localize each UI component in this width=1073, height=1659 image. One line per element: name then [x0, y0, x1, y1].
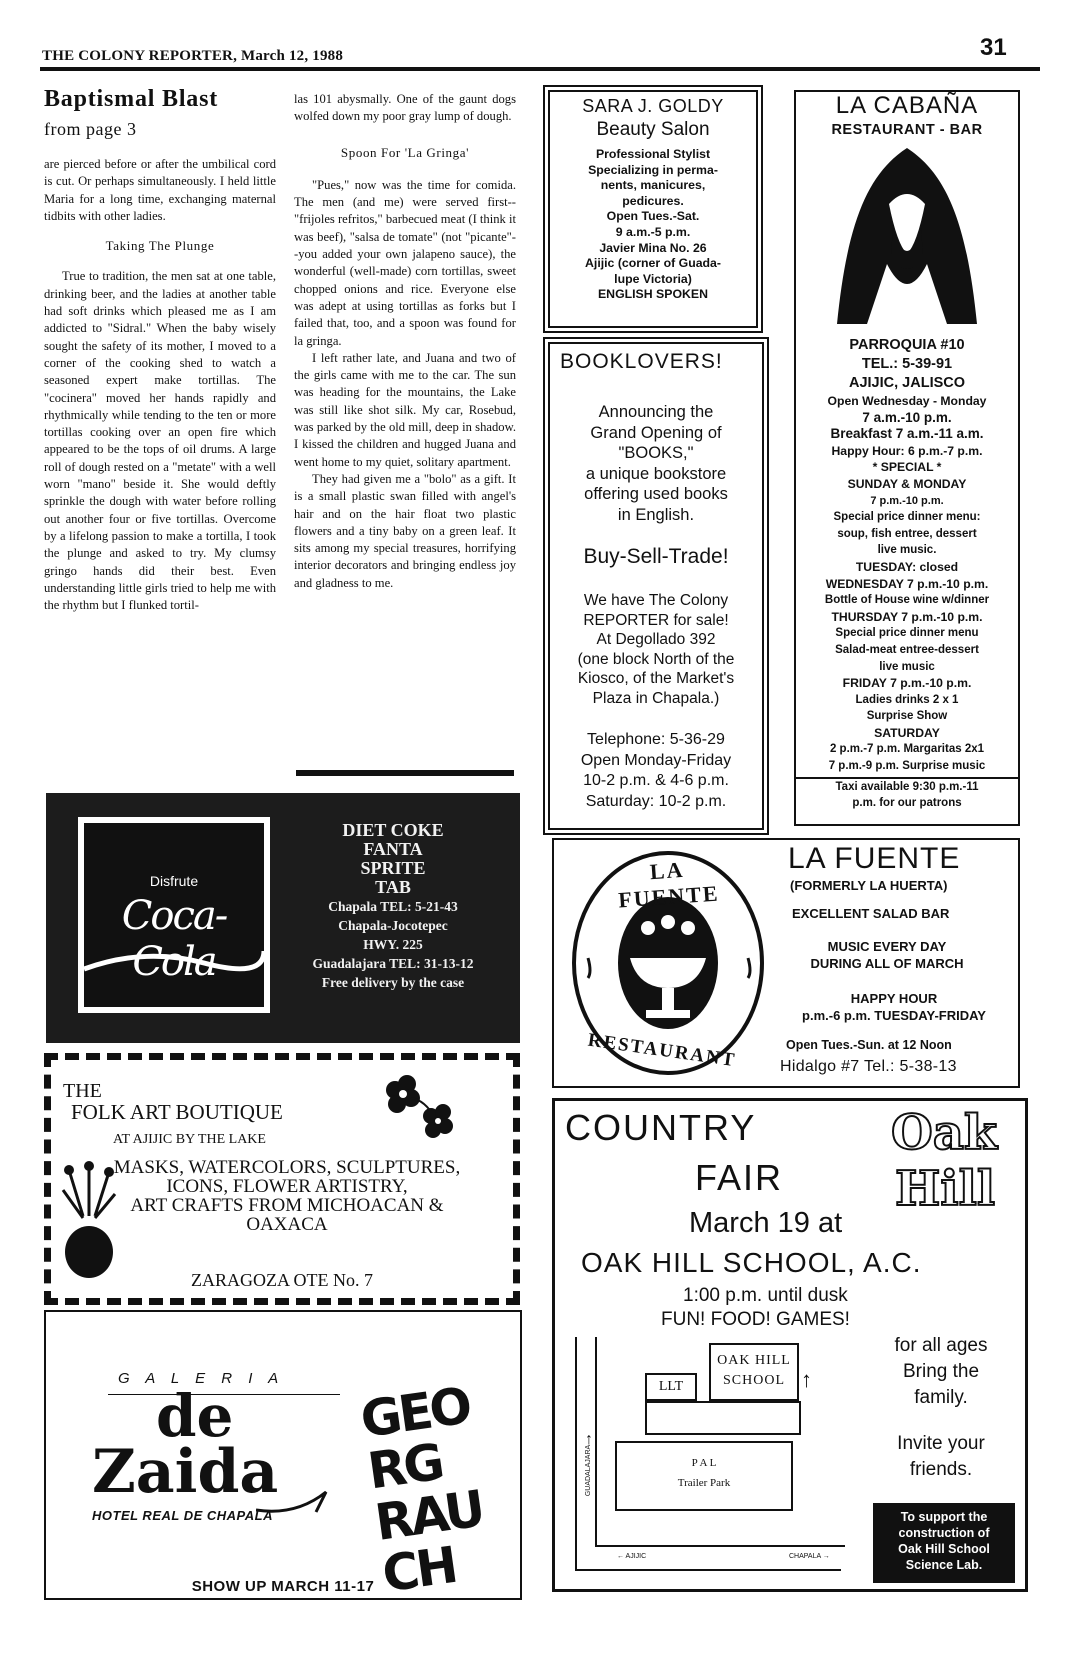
fuente-line: p.m.-6 p.m. TUESDAY-FRIDAY	[802, 1008, 986, 1023]
support-line: construction of	[898, 1526, 990, 1540]
fair-country: COUNTRY	[565, 1107, 757, 1148]
folk-art-products	[87, 1158, 487, 1234]
salon-line: nents, manicures,	[600, 178, 706, 193]
galeria-zaida: Zaida	[92, 1437, 279, 1507]
books-intro	[550, 402, 762, 525]
la-fuente-ad	[552, 838, 1020, 1088]
article-column-2	[294, 91, 516, 592]
map-lot	[645, 1401, 801, 1435]
books-line: Announcing the	[598, 403, 714, 421]
coca-cola-logo-frame	[78, 817, 270, 1013]
fuente-open: Open Tues.-Sun. at 12 Noon	[786, 1038, 952, 1052]
cabana-line: Open Wednesday - Monday	[827, 394, 987, 408]
galeria-de: de	[156, 1382, 234, 1450]
subhead: Spoon For 'La Gringa'	[340, 144, 470, 160]
map-arrow-up-icon: ↑	[585, 1431, 593, 1448]
fair-right-line: Invite your	[897, 1433, 985, 1454]
contact-line: Chapala-Jocotepec	[338, 918, 448, 933]
cabana-line: Special price dinner menu	[835, 627, 979, 640]
folk-art-the: THE	[63, 1080, 102, 1102]
cabana-line: 7 a.m.-10 p.m.	[862, 409, 952, 425]
map-oak-hill-school	[709, 1343, 799, 1401]
cabana-line: TEL.: 5-39-91	[861, 356, 953, 372]
fuente-music	[782, 938, 992, 972]
contact-line: HWY. 225	[363, 937, 423, 952]
cabana-line: 7 p.m.-9 p.m. Surprise music	[828, 760, 986, 773]
product-line: TAB	[375, 877, 411, 897]
fuente-formerly: (FORMERLY LA HUERTA)	[790, 878, 948, 893]
salon-details	[550, 147, 756, 303]
la-cabana-ad	[794, 90, 1020, 826]
cabana-line: 2 p.m.-7 p.m. Margaritas 2x1	[829, 743, 985, 756]
product-line: MASKS, WATERCOLORS, SCULPTURES,	[113, 1157, 461, 1178]
map-school-line: OAK HILL	[717, 1353, 791, 1368]
cabana-line: AJIJIC, JALISCO	[848, 375, 966, 391]
fair-right-text	[851, 1333, 1031, 1483]
sara-goldy-ad	[548, 90, 758, 328]
article-column-1	[44, 86, 276, 614]
fuente-salad: EXCELLENT SALAD BAR	[792, 906, 950, 921]
support-line: Oak Hill School	[898, 1542, 990, 1556]
books-info	[550, 591, 762, 708]
cabana-hut-icon	[827, 144, 987, 332]
country-fair-ad	[552, 1098, 1028, 1592]
article-jump: from page 3	[44, 119, 137, 139]
booklovers-ad	[548, 342, 764, 830]
cabana-line: Special price dinner menu:	[833, 511, 981, 524]
coca-cola-product-list	[282, 821, 504, 992]
paragraph: I left rather late, and Juana and two of the girls came with me to the car. The sun was heading for the mountains, the Lake was still like shot silk. My car, Rosebud, was parked by the old mill, deep in shadow. I kissed the children and hugged Juana and went home to my quiet, solitary apartment.	[294, 350, 516, 469]
books-line: REPORTER for sale!	[583, 611, 729, 629]
map-pal: P A L	[691, 1457, 717, 1469]
salon-line: Professional Stylist	[595, 147, 711, 161]
books-line: in English.	[617, 505, 695, 524]
fair-right-line: for all ages	[894, 1335, 988, 1356]
fair-support-box	[873, 1503, 1015, 1583]
cabana-line: p.m. for our patrons	[852, 797, 962, 810]
page-number: 31	[980, 34, 1007, 61]
coca-cola-ad	[46, 793, 520, 1043]
folk-art-ad	[44, 1053, 520, 1305]
article-title: Baptismal Blast	[44, 86, 219, 112]
map-trailer-park	[615, 1441, 793, 1511]
books-line: (one block North of the	[577, 650, 735, 668]
cabana-name: LA CABAÑA	[835, 92, 979, 119]
fair-school: OAK HILL SCHOOL, A.C.	[581, 1247, 922, 1278]
map-trailer: Trailer Park	[677, 1477, 731, 1489]
cabana-line: FRIDAY 7 p.m.-10 p.m.	[842, 676, 972, 691]
salon-line: lupe Victoria)	[614, 271, 692, 286]
salon-title: Beauty Salon	[596, 119, 710, 140]
fuente-logo-top: LA FUENTE	[617, 856, 721, 913]
map-ajijic: ← AJIJIC	[617, 1553, 647, 1560]
books-line: Kiosco, of the Market's	[577, 670, 735, 687]
fair-fair: FAIR	[695, 1157, 784, 1198]
cabana-line: 7 p.m.-10 p.m.	[870, 494, 944, 507]
cabana-line: live music	[879, 660, 935, 673]
books-line: 10-2 p.m. & 4-6 p.m.	[583, 772, 729, 789]
fuente-logo-bottom: RESTAURANT	[586, 1029, 738, 1072]
books-line: offering used books	[584, 485, 728, 503]
books-line: We have The Colony	[583, 592, 729, 609]
cabana-line: SATURDAY	[874, 725, 940, 740]
fuente-line: DURING ALL OF MARCH	[810, 956, 964, 971]
galeria-hotel: HOTEL REAL DE CHAPALA	[92, 1508, 273, 1523]
salon-line: Open Tues.-Sat.	[606, 209, 700, 224]
coca-cola-logo: Coca-Cola	[121, 893, 227, 985]
paragraph: "Pues," now was the time for comida. The men (and me) were served first--"frijoles refritos," barbecued meat (I think it was beef), "salsa de tomate" (not "picante"--you added your own jalapeno sauce), the wonderful (well-made) corn tortillas, sweet chopped onions and rice. Everyone else was adept at using tortillas as forks but I failed that, too, and a spoon was found for la gringa.	[294, 177, 516, 348]
cabana-line: Ladies drinks 2 x 1	[855, 693, 959, 706]
galeria-show: SHOW UP MARCH 11-17	[191, 1578, 375, 1595]
cabana-line: WEDNESDAY 7 p.m.-10 p.m.	[825, 576, 989, 591]
paragraph: They had given me a "bolo" as a gift. It is a small plastic swan filled with angel's hair and on the hair float two plastic flowers and a tiny baby on a green leaf. It sits among my special treasures, horrifying interior decorators and bringing endless joy and gladness to me.	[294, 471, 516, 590]
fair-date: March 19 at	[689, 1207, 843, 1239]
product-line: OAXACA	[246, 1214, 328, 1235]
salon-owner: SARA J. GOLDY	[582, 96, 724, 116]
cabana-line: SUNDAY & MONDAY	[847, 476, 967, 491]
support-line: To support the	[900, 1510, 988, 1524]
disfrute-text: Disfrute	[149, 873, 199, 889]
fair-fun: FUN! FOOD! GAMES!	[661, 1309, 850, 1330]
map-arrow-up-icon: ↑	[801, 1367, 812, 1392]
map-road	[595, 1545, 845, 1547]
cabana-line: Surprise Show	[866, 710, 948, 723]
contact-line: Guadalajara TEL: 31-13-12	[312, 956, 474, 971]
running-header: THE COLONY REPORTER, March 12, 1988	[42, 48, 344, 64]
books-line: "BOOKS,"	[618, 444, 694, 462]
books-line: Plaza in Chapala.)	[592, 689, 720, 707]
paragraph: las 101 abysmally. One of the gaunt dogs wolfed down my poor gray lump of dough.	[294, 92, 516, 124]
product-line: SPRITE	[360, 858, 426, 878]
subhead: Taking The Plunge	[105, 238, 215, 254]
books-headline: BOOKLOVERS!	[560, 350, 723, 373]
books-buy-sell-trade: Buy-Sell-Trade!	[583, 545, 729, 568]
map-llt: LLT	[645, 1373, 697, 1401]
cabana-line: Taxi available 9:30 p.m.-11	[796, 777, 1018, 796]
map-guadalajara: GUADALAJARA	[585, 1444, 593, 1497]
fair-map	[575, 1337, 841, 1571]
cabana-line: Salad-meat entree-dessert	[835, 643, 979, 656]
cabana-line: Bottle of House wine w/dinner	[824, 594, 990, 607]
header-rule	[40, 67, 1040, 71]
product-line: ART CRAFTS FROM MICHOACAN &	[130, 1195, 444, 1216]
map-road	[595, 1337, 597, 1547]
folk-art-name: FOLK ART BOUTIQUE	[71, 1100, 283, 1124]
paragraph: are pierced before or after the umbilical cord is cut. Or perhaps simultaneously. I held little Maria for a long time, exchanging maternal tidbits with other ladies.	[44, 157, 276, 223]
product-line: FANTA	[363, 839, 423, 859]
cabana-line: soup, fish entree, dessert	[837, 527, 977, 540]
fair-time: 1:00 p.m. until dusk	[683, 1285, 848, 1306]
map-chapala: CHAPALA →	[789, 1553, 830, 1560]
folk-art-address: ZARAGOZA OTE No. 7	[191, 1270, 373, 1290]
contact-line: Free delivery by the case	[321, 975, 465, 990]
galeria-label: G A L E R I A	[118, 1370, 285, 1387]
cabana-line: live music.	[877, 544, 937, 557]
contact-line: Chapala TEL: 5-21-43	[328, 899, 458, 914]
books-line: Open Monday-Friday	[580, 751, 732, 769]
cabana-line: THURSDAY 7 p.m.-10 p.m.	[831, 609, 983, 624]
fair-oak-logo: Oak	[891, 1105, 998, 1161]
fuente-happy	[776, 990, 1012, 1024]
cabana-line: Breakfast 7 a.m.-11 a.m.	[830, 426, 984, 442]
article-end-rule	[296, 770, 514, 776]
salon-line: Specializing in perma-	[588, 162, 718, 177]
fair-hill-logo: Hill	[895, 1161, 996, 1217]
salon-line: ENGLISH SPOKEN	[597, 287, 708, 302]
folk-art-location: AT AJIJIC BY THE LAKE	[113, 1132, 266, 1147]
books-line: Saturday: 10-2 p.m.	[585, 792, 727, 810]
cabana-sub: RESTAURANT - BAR	[831, 122, 983, 138]
books-hours	[550, 730, 762, 812]
paragraph: True to tradition, the men sat at one table, drinking beer, and the ladies at another table had soft drinks which pleased me as I am addicted to "Sidral." When the baby wisely sought the safety of its mother, I moved to a corner of the cooking shed to watch a seasoned expert make tortillas. The "cocinera" moved her hands rapidly and rhythmically while tending to the ten or more tortillas cooking over an open fire which appeared to be the tops of oil drums. A large roll of dough rested on a "metate" with a well worn "mano" beside it. She would deftly sprinkle the dough with water before rolling out another four or five tortillas. Overcome by a lifelong passion to make a tortilla, I took the plunge and asked to try. My clumsy gringo hands did their best. Even understanding little girls tried to help me with the rhythm but I flunked tortil-	[44, 269, 276, 613]
books-line: Grand Opening of	[590, 423, 722, 442]
cabana-line: Happy Hour: 6 p.m.-7 p.m.	[831, 443, 983, 458]
cabana-line: TUESDAY: closed	[855, 559, 959, 574]
cabana-line: PARROQUIA #10	[849, 337, 965, 353]
fuente-name: LA FUENTE	[788, 842, 961, 875]
support-line: Science Lab.	[905, 1558, 983, 1572]
salon-line: 9 a.m.-5 p.m.	[615, 224, 691, 239]
map-school-line: SCHOOL	[722, 1373, 785, 1388]
dynamic-ribbon-icon	[84, 941, 264, 981]
fair-right-line: Bring the	[902, 1361, 980, 1382]
salon-line: Javier Mina No. 26	[599, 240, 707, 255]
fair-right-line: friends.	[909, 1459, 973, 1480]
fuente-address: Hidalgo #7 Tel.: 5-38-13	[780, 1058, 957, 1075]
books-line: a unique bookstore	[585, 464, 727, 483]
artist-signature: GEORG RAUCH	[357, 1376, 486, 1604]
salon-line: pedicures.	[622, 193, 684, 208]
product-line: ICONS, FLOWER ARTISTRY,	[166, 1176, 408, 1197]
cabana-line: * SPECIAL *	[872, 460, 942, 475]
books-line: Telephone: 5-36-29	[587, 731, 725, 748]
fuente-line: MUSIC EVERY DAY	[827, 939, 947, 954]
books-line: At Degollado 392	[596, 631, 716, 648]
fair-right-line: family.	[914, 1387, 968, 1408]
product-line: DIET COKE	[342, 820, 444, 840]
flower-icon	[375, 1070, 465, 1146]
cabana-details	[796, 336, 1018, 812]
salon-line: Ajijic (corner of Guada-	[585, 256, 721, 271]
galeria-zaida-ad	[44, 1310, 522, 1604]
fuente-line: HAPPY HOUR	[850, 991, 938, 1006]
